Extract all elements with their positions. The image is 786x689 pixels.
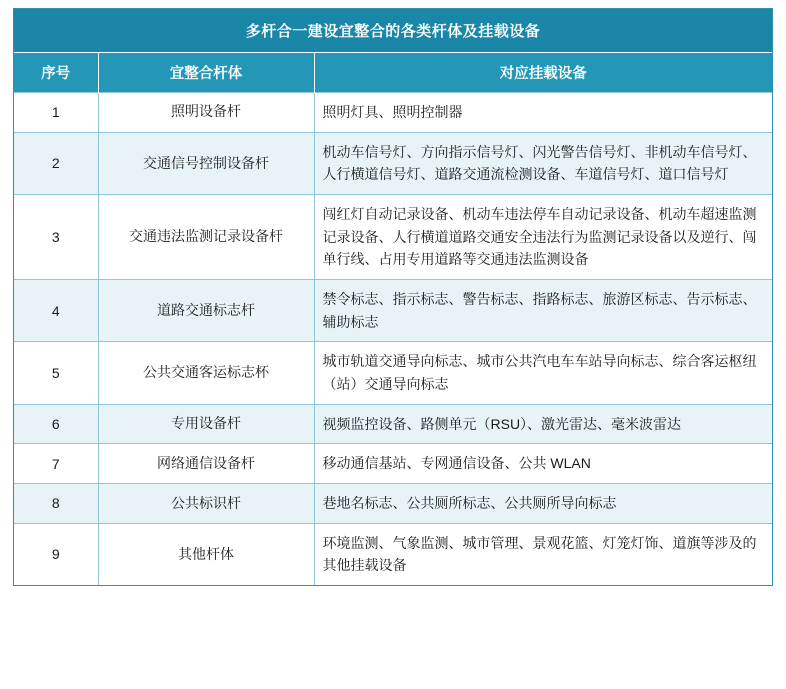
table-header-row	[14, 53, 772, 93]
row-index: 9	[14, 523, 98, 585]
row-index: 4	[14, 280, 98, 342]
row-pole-name: 网络通信设备杆	[98, 444, 314, 484]
row-index: 2	[14, 132, 98, 194]
row-index: 5	[14, 342, 98, 404]
row-pole-name: 照明设备杆	[98, 93, 314, 133]
table-row	[14, 523, 772, 585]
row-equipment: 城市轨道交通导向标志、城市公共汽电车车站导向标志、综合客运枢纽（站）交通导向标志	[314, 342, 772, 404]
row-pole-name: 道路交通标志杆	[98, 280, 314, 342]
row-equipment: 照明灯具、照明控制器	[314, 93, 772, 133]
row-equipment: 闯红灯自动记录设备、机动车违法停车自动记录设备、机动车超速监测记录设备、人行横道道路交通安全违法行为监测记录设备以及逆行、闯单行线、占用专用道路等交通违法监测设备	[314, 195, 772, 280]
table-body	[14, 9, 772, 585]
row-pole-name: 专用设备杆	[98, 404, 314, 444]
table-row	[14, 342, 772, 404]
row-equipment: 禁令标志、指示标志、警告标志、指路标志、旅游区标志、告示标志、辅助标志	[314, 280, 772, 342]
row-equipment: 移动通信基站、专网通信设备、公共 WLAN	[314, 444, 772, 484]
column-header-index: 序号	[14, 53, 98, 93]
table-title-row	[14, 9, 772, 53]
row-index: 7	[14, 444, 98, 484]
row-equipment: 环境监测、气象监测、城市管理、景观花篮、灯笼灯饰、道旗等涉及的其他挂载设备	[314, 523, 772, 585]
row-index: 6	[14, 404, 98, 444]
table-row	[14, 132, 772, 194]
table-title: 多杆合一建设宜整合的各类杆体及挂载设备	[14, 9, 772, 53]
integration-pole-table-container	[13, 8, 773, 586]
row-index: 3	[14, 195, 98, 280]
column-header-equipment: 对应挂载设备	[314, 53, 772, 93]
row-pole-name: 其他杆体	[98, 523, 314, 585]
integration-pole-table	[14, 9, 772, 585]
row-pole-name: 交通违法监测记录设备杆	[98, 195, 314, 280]
row-index: 1	[14, 93, 98, 133]
column-header-pole: 宜整合杆体	[98, 53, 314, 93]
table-row	[14, 280, 772, 342]
table-row	[14, 195, 772, 280]
table-row	[14, 93, 772, 133]
row-pole-name: 交通信号控制设备杆	[98, 132, 314, 194]
row-pole-name: 公共标识杆	[98, 484, 314, 524]
row-index: 8	[14, 484, 98, 524]
row-pole-name: 公共交通客运标志杯	[98, 342, 314, 404]
row-equipment: 机动车信号灯、方向指示信号灯、闪光警告信号灯、非机动车信号灯、人行横道信号灯、道路交通流检测设备、车道信号灯、道口信号灯	[314, 132, 772, 194]
row-equipment: 巷地名标志、公共厕所标志、公共厕所导向标志	[314, 484, 772, 524]
table-row	[14, 404, 772, 444]
row-equipment: 视频监控设备、路侧单元（RSU）、激光雷达、毫米波雷达	[314, 404, 772, 444]
table-row	[14, 484, 772, 524]
table-row	[14, 444, 772, 484]
